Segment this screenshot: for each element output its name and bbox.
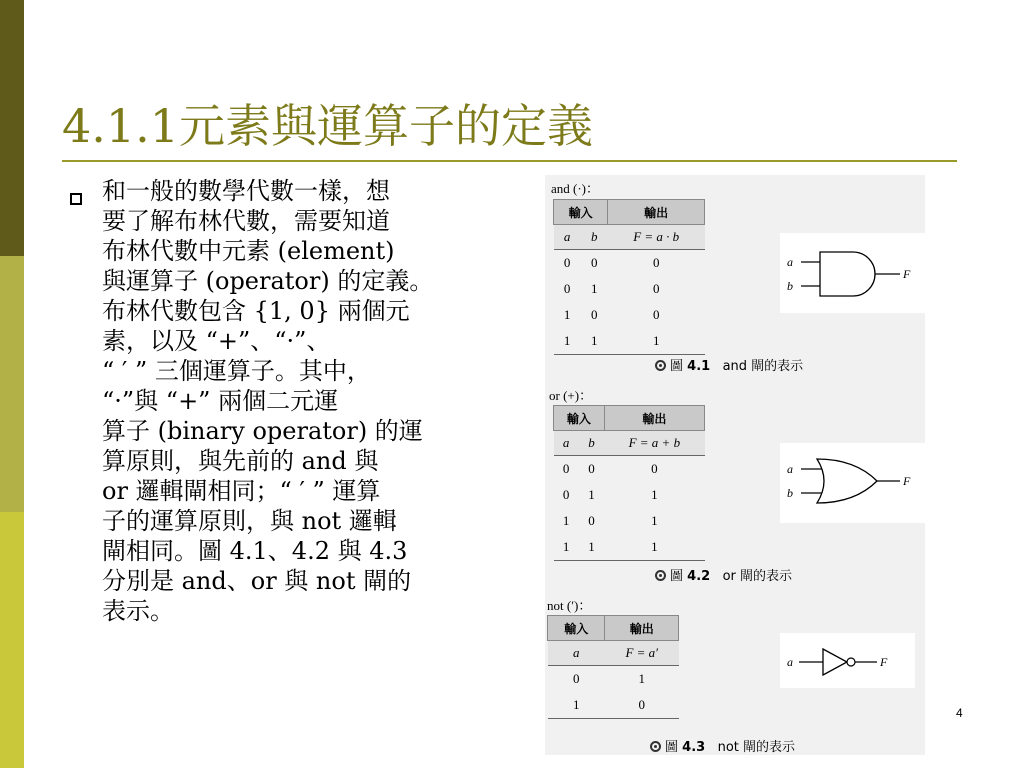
var-header: F = a + b — [604, 431, 704, 456]
cell: 0 — [651, 461, 658, 476]
body-line: 算子 (binary operator) 的運 — [102, 417, 423, 445]
slide-title: 4.1.1元素與運算子的定義 — [62, 99, 594, 153]
output-header: 輸出 — [604, 406, 704, 431]
body-line: 算原則，與先前的 and 與 — [102, 447, 379, 475]
bullet-square-icon — [70, 193, 82, 205]
cell: 0 — [563, 255, 571, 270]
and-input-a: a — [787, 255, 793, 269]
cell: 1 — [579, 534, 604, 561]
body-line: 布林代數中元素 (element) — [102, 237, 395, 265]
logic-gates-figure — [545, 175, 925, 755]
or-input-a: a — [787, 462, 793, 476]
or-output-f: F — [903, 474, 911, 488]
body-line: 與運算子 (operator) 的定義。 — [102, 267, 434, 295]
body-line: 閘相同。圖 4.1、4.2 與 4.3 — [102, 537, 408, 565]
decor-bar-middle — [0, 256, 24, 512]
figure-number: 4.2 — [687, 569, 711, 584]
cell: 0 — [562, 461, 570, 476]
decor-bar-bottom — [0, 512, 24, 768]
cell: 0 — [652, 255, 660, 270]
cell: 0 — [563, 281, 571, 296]
figure-number: 4.1 — [687, 359, 711, 374]
var-header: F = a · b — [608, 225, 705, 250]
not-gate-icon — [785, 645, 915, 685]
or-input-b: b — [787, 486, 793, 500]
cell: 1 — [604, 534, 704, 561]
and-label: and (·)： — [551, 181, 600, 196]
caption-text: and 閘的表示 — [722, 359, 804, 374]
output-header: 輸出 — [605, 616, 679, 641]
var-header: a — [548, 641, 605, 666]
not-truth-table — [547, 615, 679, 719]
or-gate-icon — [785, 457, 925, 507]
body-line: “ ′ ” 三個運算子。其中， — [102, 357, 371, 385]
cell: 1 — [554, 328, 581, 355]
cell: 1 — [562, 513, 570, 528]
cell: 0 — [652, 281, 660, 296]
output-header: 輸出 — [608, 200, 705, 225]
caption-text: or 閘的表示 — [722, 569, 793, 584]
body-line: 布林代數包含 {1, 0} 兩個元 — [102, 297, 410, 325]
var-header: b — [579, 431, 604, 456]
cell: 1 — [563, 307, 571, 322]
body-line: 素，以及 “+”、“·”、 — [102, 327, 331, 355]
figure-label: 圖 — [670, 569, 684, 584]
and-truth-table — [553, 199, 705, 355]
not-output-f: F — [880, 655, 888, 669]
title-divider — [62, 160, 957, 162]
figure-marker-icon — [655, 360, 666, 371]
body-line: 要了解布林代數，需要知道 — [102, 207, 390, 235]
page-number: 4 — [956, 706, 963, 720]
cell: 1 — [591, 281, 598, 296]
cell: 0 — [652, 307, 660, 322]
figure-number: 4.3 — [682, 740, 706, 755]
cell: 0 — [605, 692, 679, 719]
input-header: 輸入 — [554, 200, 608, 225]
cell: 1 — [608, 328, 705, 355]
cell: 1 — [581, 328, 608, 355]
cell: 0 — [588, 513, 595, 528]
or-label: or (+)： — [549, 388, 593, 403]
and-gate-icon — [785, 250, 925, 300]
and-caption — [655, 355, 803, 374]
input-header: 輸入 — [548, 616, 605, 641]
cell: 1 — [548, 692, 605, 719]
caption-text: not 閘的表示 — [717, 740, 796, 755]
not-label: not (′)： — [547, 598, 592, 613]
body-line: “·”與 “+” 兩個二元運 — [102, 387, 339, 415]
var-header: F = a′ — [605, 641, 679, 666]
figure-label: 圖 — [665, 740, 679, 755]
body-line: 分別是 and、or 與 not 閘的 — [102, 567, 412, 595]
body-line: 子的運算原則，與 not 邏輯 — [102, 507, 397, 535]
figure-label: 圖 — [670, 359, 684, 374]
var-header: b — [581, 225, 608, 250]
var-header: a — [554, 431, 579, 456]
body-line: or 邏輯閘相同；“ ′ ” 運算 — [102, 477, 381, 505]
cell: 0 — [572, 671, 580, 686]
cell: 0 — [588, 461, 595, 476]
decor-bar-top — [0, 0, 24, 256]
cell: 0 — [591, 307, 598, 322]
cell: 1 — [651, 513, 658, 528]
cell: 1 — [651, 487, 658, 502]
cell: 0 — [562, 487, 570, 502]
cell: 1 — [588, 487, 595, 502]
not-input-a: a — [787, 655, 793, 669]
and-output-f: F — [903, 267, 911, 281]
bullet-paragraph — [102, 176, 522, 626]
body-line: 表示。 — [102, 597, 174, 625]
var-header: a — [554, 225, 581, 250]
cell: 1 — [554, 534, 579, 561]
body-line: 和一般的數學代數一樣，想 — [102, 177, 390, 205]
figure-marker-icon — [650, 741, 661, 752]
or-truth-table — [553, 405, 705, 561]
not-caption — [650, 736, 795, 755]
or-caption — [655, 565, 792, 584]
cell: 1 — [638, 671, 645, 686]
and-input-b: b — [787, 279, 793, 293]
figure-marker-icon — [655, 570, 666, 581]
cell: 0 — [591, 255, 598, 270]
input-header: 輸入 — [554, 406, 605, 431]
